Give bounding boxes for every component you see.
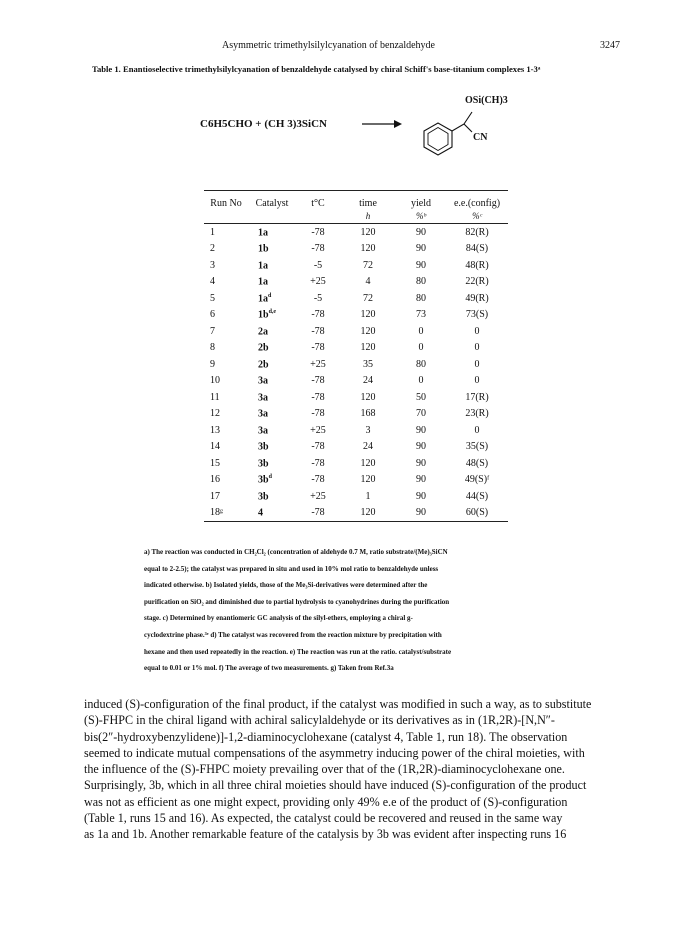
cell-run	[204, 422, 248, 439]
cell-yield-value: 90	[416, 259, 426, 271]
cell-run-value: 3	[210, 259, 215, 271]
cell-time	[340, 505, 396, 522]
cell-catalyst	[248, 422, 296, 439]
cell-yield	[396, 439, 446, 456]
cell-time	[340, 455, 396, 472]
cell-catalyst	[248, 439, 296, 456]
cell-time-value: 120	[360, 309, 376, 321]
cell-catalyst-value: 3a	[258, 424, 268, 436]
cell-yield-value: 90	[416, 474, 426, 486]
cell-yield	[396, 505, 446, 522]
cell-time-value: 3	[365, 424, 371, 436]
cell-ee	[446, 290, 508, 307]
cell-yield	[396, 241, 446, 258]
cell-temperature-value: -78	[311, 457, 325, 469]
cell-time	[340, 472, 396, 489]
cell-run	[204, 406, 248, 423]
body-line: as 1a and 1b. Another remarkable feature of the catalysis by 3b was evident after inspecting runs 16	[84, 827, 567, 842]
cell-time-value: 120	[360, 226, 376, 238]
cell-ee	[446, 323, 508, 340]
table-unit-row	[204, 209, 508, 224]
cell-run	[204, 224, 248, 241]
table-row	[204, 406, 508, 423]
cell-temperature-value: -78	[311, 408, 325, 420]
table-row	[204, 241, 508, 258]
cell-ee	[446, 455, 508, 472]
cell-yield-value: 0	[418, 325, 424, 337]
cell-temperature-value: -78	[311, 325, 325, 337]
cell-time	[340, 224, 396, 241]
cell-temperature	[296, 472, 340, 489]
cell-run-value: 14	[210, 441, 220, 453]
cell-run	[204, 241, 248, 258]
product-silyl-ether-label: OSi(CH)3	[465, 95, 508, 106]
cell-run-value: 16	[210, 474, 220, 486]
cell-catalyst-value: 1a	[258, 292, 268, 304]
cell-catalyst	[248, 307, 296, 324]
cell-yield-value: 73	[416, 309, 426, 321]
cell-ee-value: 0	[474, 325, 480, 337]
cell-temperature-value: -5	[313, 292, 323, 304]
cell-temperature-value: +25	[310, 490, 326, 502]
cell-run	[204, 340, 248, 357]
cell-run	[204, 505, 248, 522]
cell-temperature	[296, 505, 340, 522]
table-row	[204, 439, 508, 456]
table-row	[204, 257, 508, 274]
table-row	[204, 472, 508, 489]
cell-temperature-value: -78	[311, 342, 325, 354]
cell-catalyst	[248, 373, 296, 390]
cell-run-value: 13	[210, 424, 220, 436]
table-row	[204, 323, 508, 340]
cell-yield	[396, 455, 446, 472]
cell-catalyst	[248, 356, 296, 373]
table-caption-text: Enantioselective trimethylsilylcyanation of benzaldehyde catalysed by chiral Schiff's base-titanium complexes 1-3ᵃ	[120, 64, 541, 74]
cell-yield	[396, 422, 446, 439]
cell-yield	[396, 488, 446, 505]
cell-ee-value: 48(S)	[465, 457, 489, 469]
cell-run	[204, 455, 248, 472]
cell-run	[204, 290, 248, 307]
cell-ee	[446, 257, 508, 274]
cell-catalyst	[248, 472, 296, 489]
cell-ee-value: 60(S)	[465, 507, 489, 519]
cell-run-value: 10	[210, 375, 220, 387]
cell-temperature	[296, 323, 340, 340]
cell-temperature	[296, 439, 340, 456]
cell-catalyst	[248, 257, 296, 274]
cell-temperature	[296, 356, 340, 373]
unit-time: h	[340, 209, 396, 224]
cell-catalyst	[248, 323, 296, 340]
cell-ee-value: 49(S)ᶠ	[464, 474, 490, 486]
cell-time-value: 120	[360, 457, 376, 469]
cell-ee	[446, 307, 508, 324]
cell-run-value: 8	[210, 342, 215, 354]
body-line: bis(2″-hydroxybenzylidene)]-1,2-diaminocyclohexane (catalyst 4, Table 1, run 18). The observation	[84, 729, 568, 744]
cell-ee-value: 48(R)	[465, 259, 489, 271]
footnote-line: stage. c) Determined by enantiomeric GC analysis of the silyl-ethers, employing a chiral g-	[144, 614, 413, 623]
body-line: Surprisingly, 3b, which in all three chiral moieties should have induced (S)-configuration of the product	[84, 778, 587, 793]
cell-yield-value: 90	[416, 441, 426, 453]
cell-time-value: 120	[360, 507, 376, 519]
cell-catalyst-value: 3a	[258, 391, 268, 403]
cell-ee-value: 35(S)	[465, 441, 489, 453]
cell-yield	[396, 472, 446, 489]
body-line: seemed to indicate mutual compensations of the asymmetry inducing power of the chiral moieties, with	[84, 745, 585, 760]
table-row	[204, 224, 508, 241]
cell-catalyst-value: 2a	[258, 325, 268, 337]
reaction-scheme	[200, 92, 540, 192]
cell-ee-value: 84(S)	[465, 243, 489, 255]
cell-temperature-value: -78	[311, 391, 325, 403]
cell-run	[204, 323, 248, 340]
cell-run-value: 6	[210, 309, 215, 321]
table-row	[204, 373, 508, 390]
catalyst-footnote-mark: d,e	[268, 309, 277, 316]
cell-yield-value: 0	[418, 375, 424, 387]
cell-yield	[396, 373, 446, 390]
cell-yield	[396, 406, 446, 423]
cell-catalyst	[248, 290, 296, 307]
cell-run	[204, 356, 248, 373]
table-row	[204, 290, 508, 307]
cell-ee-value: 82(R)	[465, 226, 489, 238]
cell-ee-value: 22(R)	[465, 276, 489, 288]
footnote-line: equal to 2-2.5); the catalyst was prepared in situ and used in 10% mol ratio to benzaldehyde unless	[144, 564, 439, 573]
cell-ee-value: 0	[474, 375, 480, 387]
cell-run-value: 17	[210, 490, 220, 502]
cell-ee	[446, 340, 508, 357]
cell-temperature-value: -78	[311, 375, 325, 387]
cell-catalyst	[248, 406, 296, 423]
cell-time	[340, 356, 396, 373]
cell-run-value: 12	[210, 408, 220, 420]
cell-catalyst-value: 2b	[258, 358, 269, 370]
cell-yield-value: 70	[416, 408, 426, 420]
cell-time-value: 120	[360, 325, 376, 337]
table-body	[204, 224, 508, 522]
cell-time	[340, 257, 396, 274]
cell-run-value: 11	[210, 391, 220, 403]
results-table	[204, 190, 508, 522]
cell-catalyst	[248, 224, 296, 241]
cell-time	[340, 307, 396, 324]
cell-temperature	[296, 290, 340, 307]
cell-time	[340, 406, 396, 423]
cell-time-value: 1	[365, 490, 371, 502]
benzene-ring-structure	[410, 104, 480, 174]
footnote-line: purification on SiO₂ and diminished due to partial hydrolysis to cyanohydrines during the purification	[144, 597, 450, 606]
cell-time-value: 72	[363, 292, 373, 304]
cell-time-value: 120	[360, 391, 376, 403]
cell-yield	[396, 307, 446, 324]
header-yield: yield	[396, 191, 446, 210]
table-row	[204, 455, 508, 472]
cell-temperature	[296, 389, 340, 406]
cell-catalyst	[248, 505, 296, 522]
cell-yield	[396, 274, 446, 291]
cell-temperature	[296, 257, 340, 274]
cell-temperature	[296, 488, 340, 505]
table-row	[204, 274, 508, 291]
cell-ee	[446, 356, 508, 373]
cell-catalyst-value: 3a	[258, 375, 268, 387]
cell-time-value: 24	[363, 375, 373, 387]
cell-temperature-value: -78	[311, 474, 325, 486]
cell-yield-value: 50	[416, 391, 426, 403]
cell-time-value: 35	[363, 358, 373, 370]
page-number: 3247	[600, 40, 620, 51]
cell-temperature-value: -5	[313, 259, 323, 271]
footnote-line: cyclodextrine phase.³ᵉ d) The catalyst was recovered from the reaction mixture by precipitation with	[144, 630, 442, 639]
table-row	[204, 505, 508, 522]
cell-run	[204, 439, 248, 456]
cell-catalyst	[248, 241, 296, 258]
cell-time	[340, 290, 396, 307]
cell-run	[204, 373, 248, 390]
cell-ee	[446, 389, 508, 406]
cell-yield-value: 90	[416, 490, 426, 502]
cell-temperature-value: -78	[311, 226, 325, 238]
cell-yield	[396, 257, 446, 274]
cell-catalyst-value: 1a	[258, 226, 268, 238]
cell-time	[340, 389, 396, 406]
footnote-line: indicated otherwise. b) Isolated yields, those of the Me₃Si-derivatives were determined after the	[144, 581, 428, 590]
cell-temperature-value: -78	[311, 441, 325, 453]
cell-time-value: 120	[360, 243, 376, 255]
cell-run	[204, 488, 248, 505]
cell-time-value: 72	[363, 259, 373, 271]
table-row	[204, 488, 508, 505]
footnote-line: a) The reaction was conducted in CH₂Cl₂ (concentration of aldehyde 0.7 M, ratio substrate/(Me)₃SiCN	[144, 548, 448, 556]
cell-catalyst-value: 3b	[258, 457, 269, 469]
cell-yield-value: 0	[418, 342, 424, 354]
cell-time	[340, 323, 396, 340]
body-line: (S)-FHPC in the chiral ligand with achiral salicylaldehyde or its derivatives as in (1R,2R)-[N,N″-	[84, 713, 555, 728]
cell-time	[340, 488, 396, 505]
table-row	[204, 307, 508, 324]
cell-ee	[446, 406, 508, 423]
product-cyano-label: CN	[473, 132, 488, 143]
cell-temperature	[296, 241, 340, 258]
running-head-title: Asymmetric trimethylsilylcyanation of benzaldehyde	[222, 40, 435, 51]
cell-temperature-value: +25	[310, 276, 326, 288]
cell-yield	[396, 323, 446, 340]
cell-time	[340, 241, 396, 258]
cell-temperature	[296, 422, 340, 439]
cell-catalyst-value: 1b	[258, 243, 269, 255]
table-label: Table 1.	[92, 64, 121, 74]
header-temperature: t°C	[296, 191, 340, 210]
cell-ee	[446, 274, 508, 291]
unit-yield: %ᵇ	[396, 209, 446, 224]
cell-run-value: 15	[210, 457, 220, 469]
cell-yield	[396, 389, 446, 406]
cell-temperature	[296, 224, 340, 241]
cell-temperature	[296, 340, 340, 357]
table-row	[204, 356, 508, 373]
body-line: was not as efficient as one might expect, providing only 49% e.e of the product of (S)-configuration	[84, 794, 568, 809]
table-row	[204, 422, 508, 439]
table-row	[204, 340, 508, 357]
cell-run	[204, 274, 248, 291]
cell-yield	[396, 224, 446, 241]
cell-run	[204, 307, 248, 324]
cell-time-value: 120	[360, 474, 376, 486]
table-footnotes	[144, 544, 548, 677]
cell-temperature-value: -78	[311, 243, 325, 255]
cell-time	[340, 439, 396, 456]
cell-catalyst-value: 1b	[258, 309, 269, 321]
cell-time	[340, 274, 396, 291]
cell-ee-value: 44(S)	[465, 490, 489, 502]
cell-yield-value: 90	[416, 457, 426, 469]
cell-yield	[396, 290, 446, 307]
cell-ee-value: 73(S)	[465, 309, 489, 321]
cell-ee	[446, 472, 508, 489]
cell-catalyst	[248, 455, 296, 472]
cell-run	[204, 389, 248, 406]
cell-ee	[446, 373, 508, 390]
cell-yield-value: 90	[416, 507, 426, 519]
cell-yield	[396, 340, 446, 357]
cell-time-value: 24	[363, 441, 373, 453]
cell-temperature	[296, 274, 340, 291]
cell-run-value: 5	[210, 292, 215, 304]
cell-ee-value: 0	[474, 358, 480, 370]
cell-temperature-value: +25	[310, 358, 326, 370]
cell-yield-value: 90	[416, 243, 426, 255]
unit-ee: %ᶜ	[446, 209, 508, 224]
catalyst-footnote-mark: d	[268, 474, 272, 481]
cell-ee-value: 17(R)	[465, 391, 489, 403]
cell-run	[204, 257, 248, 274]
cell-run-value: 2	[210, 243, 215, 255]
cell-temperature	[296, 307, 340, 324]
cell-catalyst-value: 1a	[258, 276, 268, 288]
cell-catalyst-value: 3a	[258, 408, 268, 420]
cell-ee	[446, 224, 508, 241]
reaction-arrow	[362, 117, 402, 131]
cell-ee	[446, 439, 508, 456]
cell-run-value: 9	[210, 358, 215, 370]
cell-yield	[396, 356, 446, 373]
table-header-row	[204, 191, 508, 210]
cell-catalyst-value: 3b	[258, 474, 269, 486]
cell-time	[340, 373, 396, 390]
cell-time-value: 168	[360, 408, 376, 420]
cell-temperature	[296, 455, 340, 472]
cell-yield-value: 80	[416, 358, 426, 370]
cell-temperature	[296, 406, 340, 423]
body-line: the influence of the (S)-FHPC moiety prevailing over that of the (1R,2R)-diaminocyclohexane one.	[84, 762, 565, 777]
footnote-line: equal to 0.01 or 1% mol. f) The average of two measurements. g) Taken from Ref.3a	[144, 664, 394, 673]
cell-ee	[446, 241, 508, 258]
cell-time	[340, 340, 396, 357]
cell-ee	[446, 488, 508, 505]
cell-run	[204, 472, 248, 489]
cell-yield-value: 90	[416, 226, 426, 238]
cell-yield-value: 90	[416, 424, 426, 436]
cell-catalyst-value: 1a	[258, 259, 268, 271]
cell-catalyst-value: 2b	[258, 342, 269, 354]
cell-temperature-value: +25	[310, 424, 326, 436]
cell-ee	[446, 422, 508, 439]
cell-time-value: 4	[365, 276, 371, 288]
header-time: time	[340, 191, 396, 210]
cell-catalyst-value: 4	[258, 507, 263, 519]
cell-catalyst	[248, 274, 296, 291]
cell-run-value: 4	[210, 276, 215, 288]
cell-catalyst	[248, 340, 296, 357]
cell-run-value: 18ᵍ	[210, 507, 224, 519]
cell-yield-value: 80	[416, 292, 426, 304]
body-line: (Table 1, runs 15 and 16). As expected, the catalyst could be recovered and reused in the same way	[84, 811, 563, 826]
cell-catalyst-value: 3b	[258, 441, 269, 453]
header-ee: e.e.(config)	[446, 191, 508, 210]
footnote-line: hexane and then used repeatedly in the reaction. e) The reaction was run at the ratio. catalyst/substrate	[144, 647, 452, 656]
cell-ee	[446, 505, 508, 522]
cell-catalyst-value: 3b	[258, 490, 269, 502]
cell-run-value: 1	[210, 226, 215, 238]
body-paragraph	[84, 696, 614, 843]
cell-catalyst	[248, 488, 296, 505]
cell-temperature	[296, 373, 340, 390]
cell-temperature-value: -78	[311, 309, 325, 321]
table-caption	[92, 64, 632, 74]
cell-ee-value: 23(R)	[465, 408, 489, 420]
table-row	[204, 389, 508, 406]
header-run: Run No	[204, 191, 248, 210]
cell-ee-value: 0	[474, 424, 480, 436]
reaction-reactants: C6H5CHO + (CH 3)3SiCN	[200, 118, 327, 130]
body-line: induced (S)-configuration of the final product, if the catalyst was modified in such a way, as to substitute	[84, 697, 592, 711]
cell-temperature-value: -78	[311, 507, 325, 519]
cell-catalyst	[248, 389, 296, 406]
cell-time-value: 120	[360, 342, 376, 354]
header-catalyst: Catalyst	[248, 191, 296, 210]
catalyst-footnote-mark: d	[268, 292, 272, 299]
cell-ee-value: 0	[474, 342, 480, 354]
cell-yield-value: 80	[416, 276, 426, 288]
cell-time	[340, 422, 396, 439]
cell-run-value: 7	[210, 325, 215, 337]
cell-ee-value: 49(R)	[465, 292, 489, 304]
